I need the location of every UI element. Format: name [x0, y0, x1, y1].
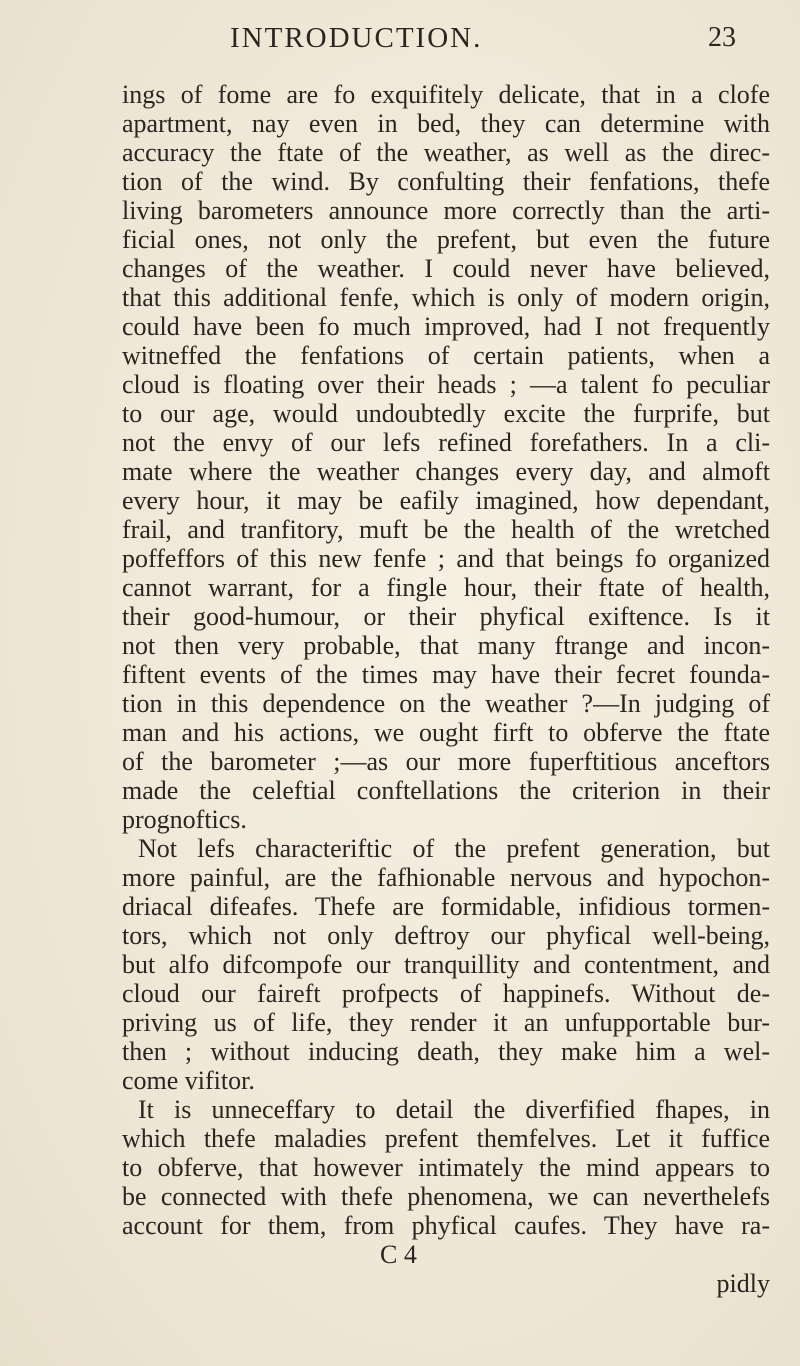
text-line: ings of fome are fo exquifitely delicate, that in a clofe — [122, 80, 770, 109]
text-line: made the celeftial conftellations the criterion in their — [122, 776, 770, 805]
text-line: of the barometer ;—as our more fuperftitious anceftors — [122, 747, 770, 776]
text-line: Not lefs characteriftic of the prefent generation, but — [138, 834, 770, 863]
text-line: every hour, it may be eafily imagined, how dependant, — [122, 486, 770, 515]
text-line: cloud our faireft profpects of happinefs. Without de- — [122, 979, 770, 1008]
page-number: 23 — [708, 22, 736, 53]
text-line: tion of the wind. By confulting their fenfations, thefe — [122, 167, 770, 196]
text-line: cloud is floating over their heads ; —a talent fo peculiar — [122, 370, 770, 399]
text-line: prognoftics. — [122, 805, 247, 834]
running-head: INTRODUCTION. — [230, 22, 483, 54]
text-line: which thefe maladies prefent themfelves. Let it fuffice — [122, 1124, 770, 1153]
text-line: frail, and tranfitory, muft be the health of the wretched — [122, 515, 770, 544]
text-line: not the envy of our lefs refined forefathers. In a cli- — [122, 428, 770, 457]
text-line: account for them, from phyfical caufes. They have ra- — [122, 1211, 770, 1240]
text-line: their good-humour, or their phyfical exiftence. Is it — [122, 602, 770, 631]
text-line: cannot warrant, for a fingle hour, their ftate of health, — [122, 573, 770, 602]
catchword: pidly — [716, 1269, 770, 1298]
text-line: mate where the weather changes every day, and almoft — [122, 457, 770, 486]
text-line: witneffed the fenfations of certain patients, when a — [122, 341, 770, 370]
text-line: to obferve, that however intimately the mind appears to — [122, 1153, 770, 1182]
text-line: apartment, nay even in bed, they can determine with — [122, 109, 770, 138]
text-line: come vifitor. — [122, 1066, 255, 1095]
text-line: fiftent events of the times may have their fecret founda- — [122, 660, 770, 689]
body-text — [0, 80, 800, 1350]
text-line: tion in this dependence on the weather ?—In judging of — [122, 689, 770, 718]
text-line: more painful, are the fafhionable nervous and hypochon- — [122, 863, 770, 892]
page-header — [0, 22, 800, 62]
text-line: ficial ones, not only the prefent, but even the future — [122, 225, 770, 254]
text-line: driacal difeafes. Thefe are formidable, infidious tormen- — [122, 892, 770, 921]
text-line: priving us of life, they render it an unfupportable bur- — [122, 1008, 770, 1037]
text-line: but alfo difcompofe our tranquillity and contentment, and — [122, 950, 770, 979]
text-line: It is unneceffary to detail the diverfified fhapes, in — [138, 1095, 770, 1124]
text-line: living barometers announce more correctly than the arti- — [122, 196, 770, 225]
text-line: to our age, would undoubtedly excite the furprife, but — [122, 399, 770, 428]
signature-mark: C 4 — [380, 1240, 417, 1269]
text-line: accuracy the ftate of the weather, as well as the direc- — [122, 138, 770, 167]
text-line: poffeffors of this new fenfe ; and that beings fo organized — [122, 544, 770, 573]
text-line: that this additional fenfe, which is only of modern origin, — [122, 283, 770, 312]
text-line: not then very probable, that many ftrange and incon- — [122, 631, 770, 660]
text-line: be connected with thefe phenomena, we can neverthelefs — [122, 1182, 770, 1211]
text-line: could have been fo much improved, had I not frequently — [122, 312, 770, 341]
text-line: tors, which not only deftroy our phyfical well-being, — [122, 921, 770, 950]
text-line: then ; without inducing death, they make him a wel- — [122, 1037, 770, 1066]
text-line: man and his actions, we ought firft to obferve the ftate — [122, 718, 770, 747]
text-line: changes of the weather. I could never have believed, — [122, 254, 770, 283]
